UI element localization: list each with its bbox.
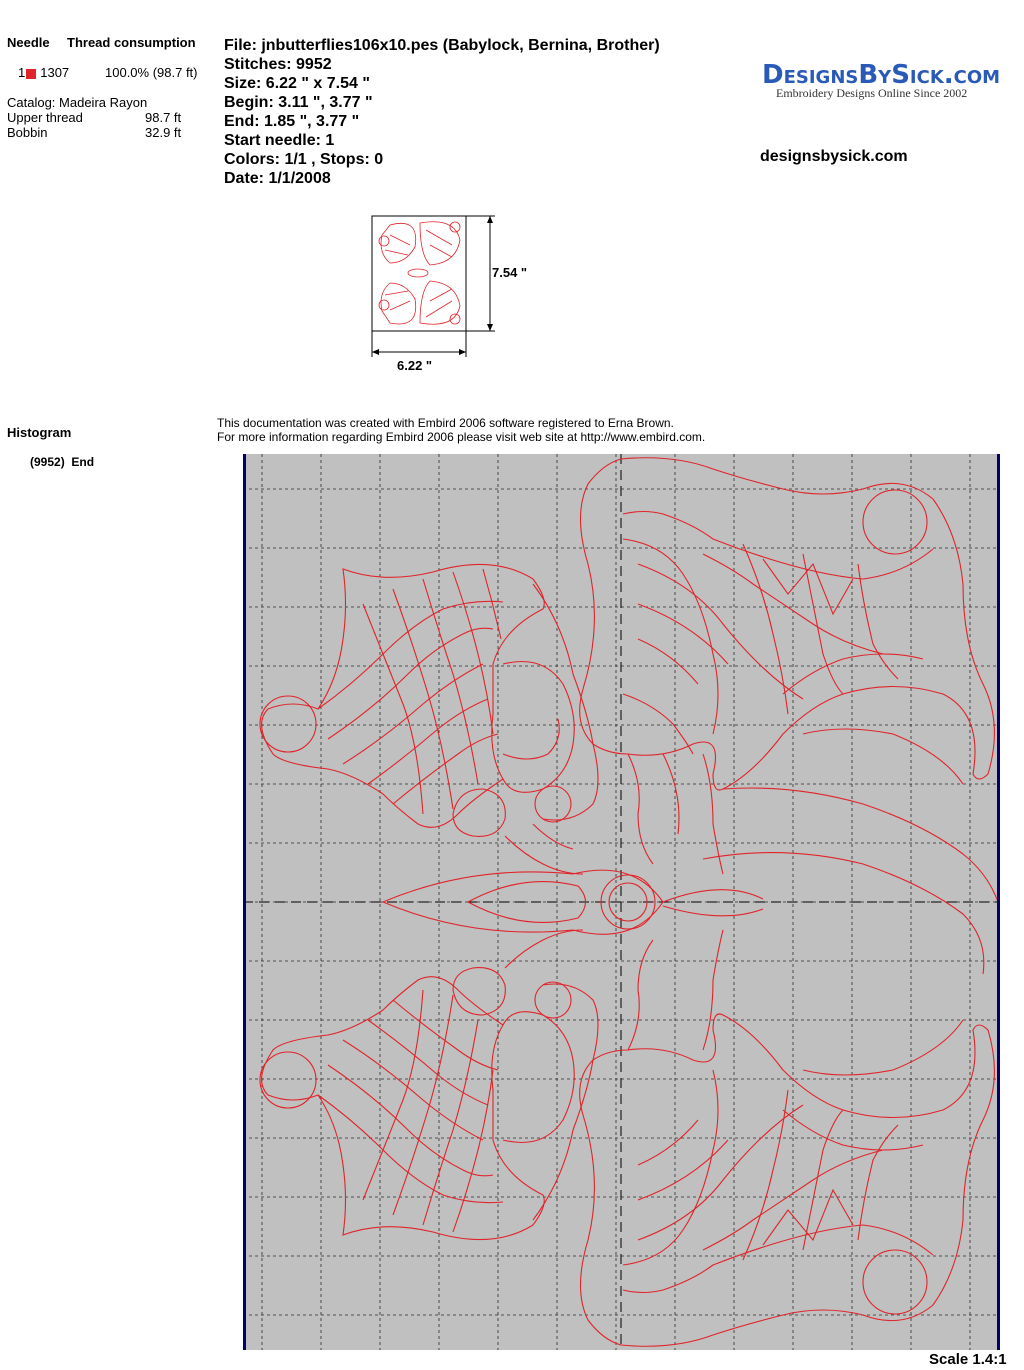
thread-color-code: 1307 [40,65,70,80]
hoop-preview [243,454,1000,1350]
logo-tagline: Embroidery Designs Online Since 2002 [776,86,968,100]
needle-row [18,65,69,80]
needle-number: 1 [18,65,26,80]
start-needle: Start needle: 1 [224,132,335,149]
histogram-end-label: End [71,455,95,469]
histogram-count: (9952) [30,455,65,469]
hoop-right-border [997,454,1000,1350]
hoop-left-border [243,454,246,1350]
documentation-note-line2: For more information regarding Embird 2006 please visit web site at http://www.embird.com. [217,430,706,444]
thumbnail-height-label: 7.54 " [492,265,528,280]
bobbin-label: Bobbin [7,125,48,140]
thumbnail-frame [372,216,466,331]
upper-thread-label: Upper thread [7,110,83,125]
colors-stops: Colors: 1/1 , Stops: 0 [224,151,384,168]
file-info-block [224,36,660,188]
bobbin-value: 32.9 ft [145,125,182,140]
website-label: designsbysick.com [760,148,908,165]
needle-header: Needle [7,35,50,50]
documentation-note [217,416,705,444]
stitch-count: Stitches: 9952 [224,56,332,73]
scale-label: Scale 1.4:1 [929,1351,1007,1368]
upper-thread-value: 98.7 ft [145,110,182,125]
file-name: File: jnbutterflies106x10.pes (Babylock, Bernina, Brother) [224,37,660,54]
logo-text: DesignsBySick.com [762,60,1001,90]
thread-consumption-value: 100.0% (98.7 ft) [105,65,198,80]
histogram-entry [30,455,94,469]
date: Date: 1/1/2008 [224,170,331,187]
design-size: Size: 6.22 " x 7.54 " [224,75,370,92]
end-point: End: 1.85 ", 3.77 " [224,113,360,130]
brand-logo [762,60,1000,101]
thread-color-swatch [26,69,36,79]
begin-point: Begin: 3.11 ", 3.77 " [224,94,373,111]
histogram-label: Histogram [7,425,72,440]
thread-consumption-header: Thread consumption [67,35,196,50]
documentation-note-line1: This documentation was created with Embird 2006 software registered to Erna Brown. [217,416,674,430]
catalog-label: Catalog: Madeira Rayon [7,95,148,110]
design-thumbnail [360,205,550,380]
thumbnail-width-label: 6.22 " [397,358,433,373]
